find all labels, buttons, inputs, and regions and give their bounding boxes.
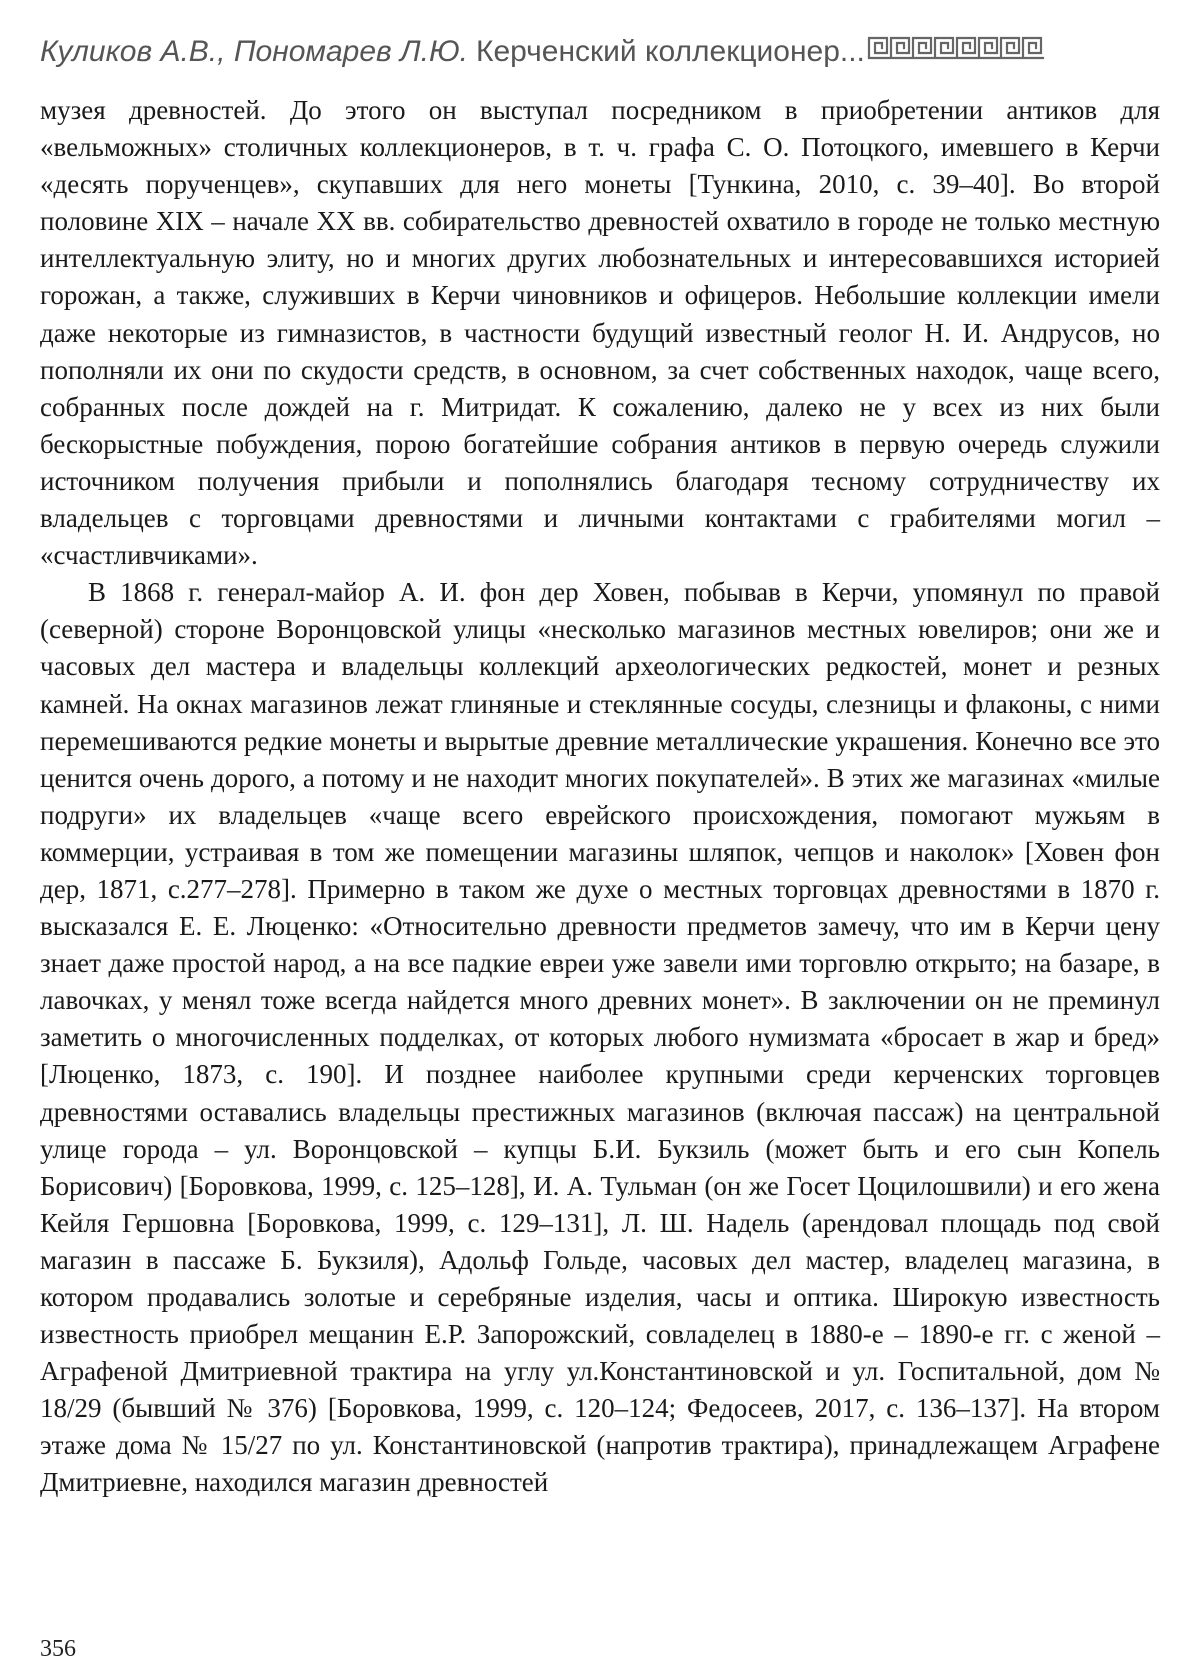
greek-meander-ornament-icon: [867, 35, 1051, 69]
running-header: [40, 30, 1160, 74]
page-number: 356: [40, 1636, 76, 1662]
paragraph: В 1868 г. генерал-майор А. И. фон дер Ховен, побывав в Керчи, упомянул по правой (северной) стороне Воронцовской улицы «несколько магазинов местных ювелиров; они же и часовых дел мастера и владельцы коллекций археологических редкостей, монет и резных камней. На окнах магазинов лежат глиняные и стеклянные сосуды, слезницы и флаконы, с ними перемешиваются редкие монеты и вырытые древние металлические украшения. Конечно все это ценится очень дорого, а потому и не находит многих покупателей». В этих же магазинах «милые подруги» их владельцев «чаще всего еврейского происхождения, помогают мужьям в коммерции, устраивая в том же помещении магазины шляпок, чепцов и наколок» [Ховен фон дер, 1871, с.277–278]. Примерно в таком же духе о местных торговцах древностями в 1870 г. высказался Е. Е. Люценко: «Относительно древности предметов замечу, что им в Керчи цену знает даже простой народ, а на все падкие евреи уже завели ими торговлю открыто; на базаре, в лавочках, у менял тоже всегда найдется много древних монет». В заключении он не преминул заметить о многочисленных подделках, от которых любого нумизмата «бросает в жар и бред» [Люценко, 1873, с. 190]. И позднее наиболее крупными среди керченских торговцев древностями оставались владельцы престижных магазинов (включая пассаж) на центральной улице города – ул. Воронцовской – купцы Б.И. Букзиль (может быть и его сын Копель Борисович) [Боровкова, 1999, с. 125–128], И. А. Тульман (он же Госет Цоцилошвили) и его жена Кейля Гершовна [Боровкова, 1999, с. 129–131], Л. Ш. Надель (арендовал площадь под свой магазин в пассаже Б. Букзиля), Адольф Гольде, часовых дел мастер, владелец магазина, в котором продавались золотые и серебряные изделия, часы и оптика. Широкую известность известность приобрел мещанин Е.Р. Запорожский, совладелец в 1880-е – 1890-е гг. с женой – Аграфеной Дмитриевной трактира на углу ул.Константиновской и ул. Госпитальной, дом № 18/29 (бывший № 376) [Боровкова, 1999, с. 120–124; Федосеев, 2017, с. 136–137]. На втором этаже дома № 15/27 по ул. Константиновской (напротив трактира), принадлежащем Аграфене Дмитриевне, находился магазин древностей: [40, 577, 1160, 1498]
article-body: [40, 92, 1160, 1502]
header-authors: Куликов А.В., Пономарев Л.Ю.: [40, 35, 468, 68]
paragraph-continued: музея древностей. До этого он выступал посредником в приобретении антиков для «вельможных» столичных коллекционеров, в т. ч. графа С. О. Потоцкого, имевшего в Керчи «десять порученцев», скупавших для него монеты [Тункина, 2010, с. 39–40]. Во второй половине XIX – начале XX вв. собирательство древностей охватило в городе не только местную интеллектуальную элиту, но и многих других любознательных и интересовавшихся историей горожан, а также, служивших в Керчи чиновников и офицеров. Небольшие коллекции имели даже некоторые из гимназистов, в частности будущий известный геолог Н. И. Андрусов, но пополняли их они по скудости средств, в основном, за счет собственных находок, чаще всего, собранных после дождей на г. Митридат. К сожалению, далеко не у всех из них были бескорыстные побуждения, порою богатейшие собрания антиков в первую очередь служили источником получения прибыли и пополнялись благодаря тесному сотрудничеству их владельцев с торговцами древностями и личными контактами с грабителями могил – «счастливчиками».: [40, 95, 1160, 571]
header-title: Керченский коллекционер...: [475, 35, 865, 68]
